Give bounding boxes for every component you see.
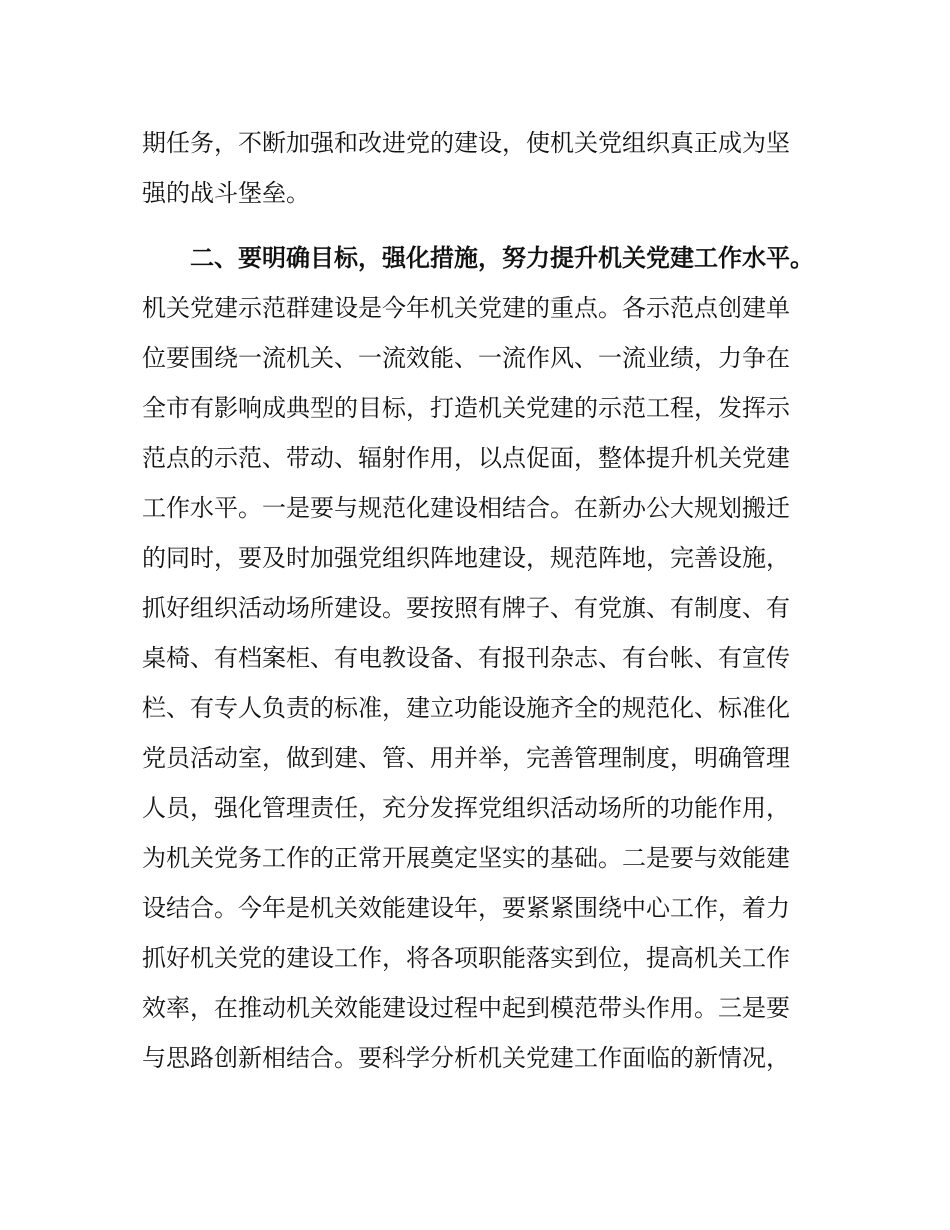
body-text-line: 的同时，要及时加强党组织阵地建设，规范阵地，完善设施， xyxy=(142,544,790,572)
body-text-line: 与思路创新相结合。要科学分析机关党建工作面临的新情况， xyxy=(142,1044,790,1072)
body-text-line: 机关党建示范群建设是今年机关党建的重点。各示范点创建单 xyxy=(142,294,790,322)
section-heading: 二、要明确目标，强化措施，努力提升机关党建工作水平。 xyxy=(190,244,814,272)
body-text-line: 党员活动室，做到建、管、用并举，完善管理制度，明确管理 xyxy=(142,744,790,772)
body-text-line: 抓好机关党的建设工作，将各项职能落实到位，提高机关工作 xyxy=(142,944,790,972)
body-text-line: 强的战斗堡垒。 xyxy=(142,179,310,207)
body-text-line: 栏、有专人负责的标准，建立功能设施齐全的规范化、标准化 xyxy=(142,694,790,722)
body-text-line: 全市有影响成典型的目标，打造机关党建的示范工程，发挥示 xyxy=(142,394,790,422)
body-text-line: 工作水平。一是要与规范化建设相结合。在新办公大规划搬迁 xyxy=(142,494,790,522)
body-text-line: 范点的示范、带动、辐射作用，以点促面，整体提升机关党建 xyxy=(142,444,790,472)
body-text-line: 效率，在推动机关效能建设过程中起到模范带头作用。三是要 xyxy=(142,994,790,1022)
body-text-line: 期任务，不断加强和改进党的建设，使机关党组织真正成为坚 xyxy=(142,129,790,157)
body-text-line: 桌椅、有档案柜、有电教设备、有报刊杂志、有台帐、有宣传 xyxy=(142,644,790,672)
body-text-line: 人员，强化管理责任，充分发挥党组织活动场所的功能作用， xyxy=(142,794,790,822)
body-text-line: 位要围绕一流机关、一流效能、一流作风、一流业绩，力争在 xyxy=(142,344,790,372)
body-text-line: 抓好组织活动场所建设。要按照有牌子、有党旗、有制度、有 xyxy=(142,594,790,622)
body-text-line: 设结合。今年是机关效能建设年，要紧紧围绕中心工作，着力 xyxy=(142,894,790,922)
body-text-line: 为机关党务工作的正常开展奠定坚实的基础。二是要与效能建 xyxy=(142,844,790,872)
